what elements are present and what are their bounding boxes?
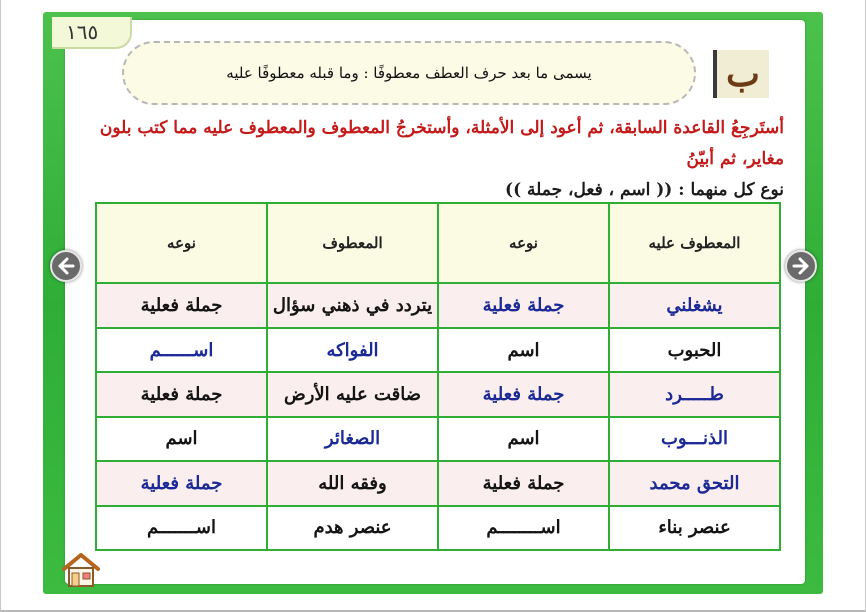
table-cell: التحق محمد xyxy=(609,461,780,505)
table-row xyxy=(96,328,780,372)
page-number-tab xyxy=(52,17,132,49)
table-cell: ضاقت عليه الأرض xyxy=(267,372,438,416)
rule-text: يسمى ما بعد حرف العطف معطوفًا : وما قبله معطوفًا عليه xyxy=(226,64,592,82)
arrow-right-icon xyxy=(791,256,811,276)
table-cell: اســـــــم xyxy=(96,506,267,551)
table-cell: يتردد في ذهني سؤال xyxy=(267,283,438,327)
table-cell: الفواكه xyxy=(267,328,438,372)
section-letter-box xyxy=(713,50,769,98)
answer-table xyxy=(95,202,781,551)
table-cell: جملة فعلية xyxy=(438,372,609,416)
table-row xyxy=(96,506,780,551)
table-row xyxy=(96,372,780,416)
table-cell: اسم xyxy=(438,328,609,372)
table-cell: عنصر هدم xyxy=(267,506,438,551)
table-row xyxy=(96,461,780,505)
header-cell: المعطوف عليه xyxy=(609,203,780,283)
home-icon xyxy=(61,552,101,588)
next-page-button[interactable] xyxy=(785,250,817,282)
table-cell: الصغائر xyxy=(267,417,438,461)
prev-page-button[interactable] xyxy=(50,250,82,282)
table-cell: جملة فعلية xyxy=(96,372,267,416)
table-cell: جملة فعلية xyxy=(438,283,609,327)
table-header-row xyxy=(96,203,780,283)
header-cell: المعطوف xyxy=(267,203,438,283)
table-cell: عنصر بناء xyxy=(609,506,780,551)
instruction-line-2: نوع كل منهما : (( اسم ، فعل، جملة )) xyxy=(505,180,784,200)
header-cell: نوعه xyxy=(96,203,267,283)
home-button[interactable] xyxy=(61,552,101,588)
rule-box xyxy=(122,41,696,105)
table-row xyxy=(96,283,780,327)
table-cell: يشغلني xyxy=(609,283,780,327)
table-cell: اســــــم xyxy=(96,328,267,372)
instruction-line-1: أستَرجِعُ القاعدة السابقة، ثم أعود إلى الأمثلة، وأستخرجُ المعطوف والمعطوف عليه مما كتب بلون مغاير، ثم أبيّنُ xyxy=(99,118,784,169)
table-cell: وفقه الله xyxy=(267,461,438,505)
header-cell: نوعه xyxy=(438,203,609,283)
table-cell: اسم xyxy=(438,417,609,461)
table-row xyxy=(96,417,780,461)
table-cell: اسم xyxy=(96,417,267,461)
table-cell: الذنـــوب xyxy=(609,417,780,461)
exercise-instruction xyxy=(90,113,784,206)
section-letter: ب xyxy=(726,53,760,95)
page-number: ١٦٥ xyxy=(66,20,99,44)
table-cell: اســــــــم xyxy=(438,506,609,551)
table-cell: جملة فعلية xyxy=(96,461,267,505)
table-cell: جملة فعلية xyxy=(96,283,267,327)
table-cell: طـــــرد xyxy=(609,372,780,416)
table-cell: جملة فعلية xyxy=(438,461,609,505)
table-cell: الحبوب xyxy=(609,328,780,372)
arrow-left-icon xyxy=(56,256,76,276)
